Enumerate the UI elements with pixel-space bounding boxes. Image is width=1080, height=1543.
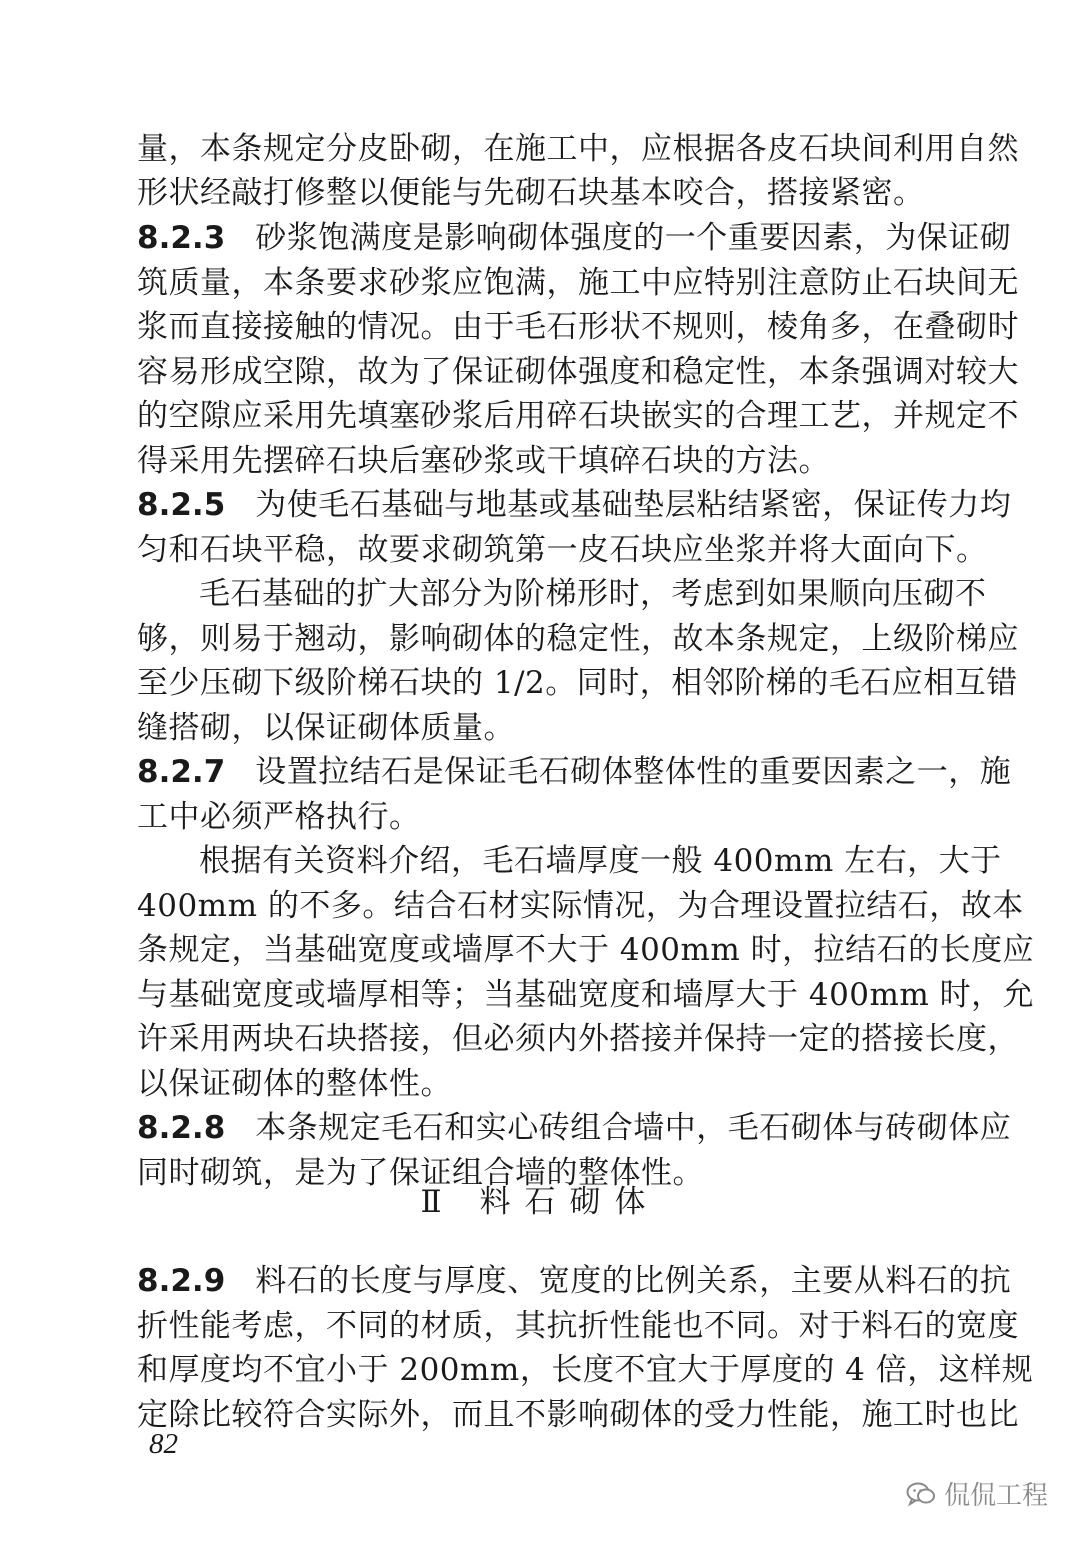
clause-number: 8.2.3 — [137, 220, 226, 256]
clause-number: 8.2.9 — [137, 1263, 226, 1299]
text-line: 量，本条规定分皮卧砌，在施工中，应根据各皮石块间利用自然 — [137, 131, 1019, 167]
text-line: 与基础宽度或墙厚相等；当基础宽度和墙厚大于 400mm 时，允 — [137, 977, 1035, 1013]
clause-line-8-2-3: 8.2.3 砂浆饱满度是影响砌体强度的一个重要因素，为保证砌 — [137, 220, 1012, 256]
text-line: 缝搭砌，以保证砌体质量。 — [137, 710, 515, 746]
text-line: 折性能考虑，不同的材质，其抗折性能也不同。对于料石的宽度 — [137, 1308, 1019, 1344]
text-line: 容易形成空隙，故为了保证砌体强度和稳定性，本条强调对较大 — [137, 354, 1019, 390]
text-line: 以保证砌体的整体性。 — [137, 1066, 452, 1102]
text-line: 条规定，当基础宽度或墙厚不大于 400mm 时，拉结石的长度应 — [137, 932, 1035, 968]
clause-line-8-2-8: 8.2.8 本条规定毛石和实心砖组合墙中，毛石砌体与砖砌体应 — [137, 1110, 1012, 1146]
clause-number: 8.2.8 — [137, 1110, 226, 1146]
text-line: 浆而直接接触的情况。由于毛石形状不规则，棱角多，在叠砌时 — [137, 309, 1019, 345]
text-line: 得采用先摆碎石块后塞砂浆或干填碎石块的方法。 — [137, 443, 830, 479]
clause-number: 8.2.7 — [137, 754, 226, 790]
text-line: 400mm 的不多。结合石材实际情况，为合理设置拉结石，故本 — [137, 888, 1024, 924]
clause-line-8-2-7: 8.2.7 设置拉结石是保证毛石砌体整体性的重要因素之一，施 — [137, 754, 1012, 790]
text-line: 匀和石块平稳，故要求砌筑第一皮石块应坐浆并将大面向下。 — [137, 532, 988, 568]
page-number: 82 — [149, 1428, 178, 1460]
watermark-text: 侃侃工程 — [943, 1481, 1048, 1511]
text-line: 许采用两块石块搭接，但必须内外搭接并保持一定的搭接长度， — [137, 1021, 1019, 1057]
wechat-icon — [906, 1481, 936, 1507]
clause-number: 8.2.5 — [137, 487, 226, 523]
watermark — [906, 1475, 1048, 1512]
text-line: 毛石基础的扩大部分为阶梯形时，考虑到如果顺向压砌不 — [199, 576, 987, 612]
section-title: Ⅱ 料石砌体 — [420, 1184, 660, 1220]
text-line: 够，则易于翘动，影响砌体的稳定性，故本条规定，上级阶梯应 — [137, 621, 1019, 657]
text-line: 和厚度均不宜小于 200mm，长度不宜大于厚度的 4 倍，这样规 — [137, 1352, 1034, 1388]
text-line: 定除比较符合实际外，而且不影响砌体的受力性能，施工时也比 — [137, 1397, 1019, 1433]
clause-line-8-2-5: 8.2.5 为使毛石基础与地基或基础垫层粘结紧密，保证传力均 — [137, 487, 1012, 523]
text-line: 同时砌筑，是为了保证组合墙的整体性。 — [137, 1155, 704, 1191]
text-line: 筑质量，本条要求砂浆应饱满，施工中应特别注意防止石块间无 — [137, 265, 1019, 301]
text-line: 根据有关资料介绍，毛石墙厚度一般 400mm 左右，大于 — [199, 843, 1002, 879]
text-line: 的空隙应采用先填塞砂浆后用碎石块嵌实的合理工艺，并规定不 — [137, 398, 1019, 434]
text-line: 工中必须严格执行。 — [137, 799, 421, 835]
text-line: 至少压砌下级阶梯石块的 1/2。同时，相邻阶梯的毛石应相互错 — [137, 665, 1018, 701]
clause-line-8-2-9: 8.2.9 料石的长度与厚度、宽度的比例关系，主要从料石的抗 — [137, 1263, 1012, 1299]
text-line: 形状经敲打修整以便能与先砌石块基本咬合，搭接紧密。 — [137, 175, 925, 211]
